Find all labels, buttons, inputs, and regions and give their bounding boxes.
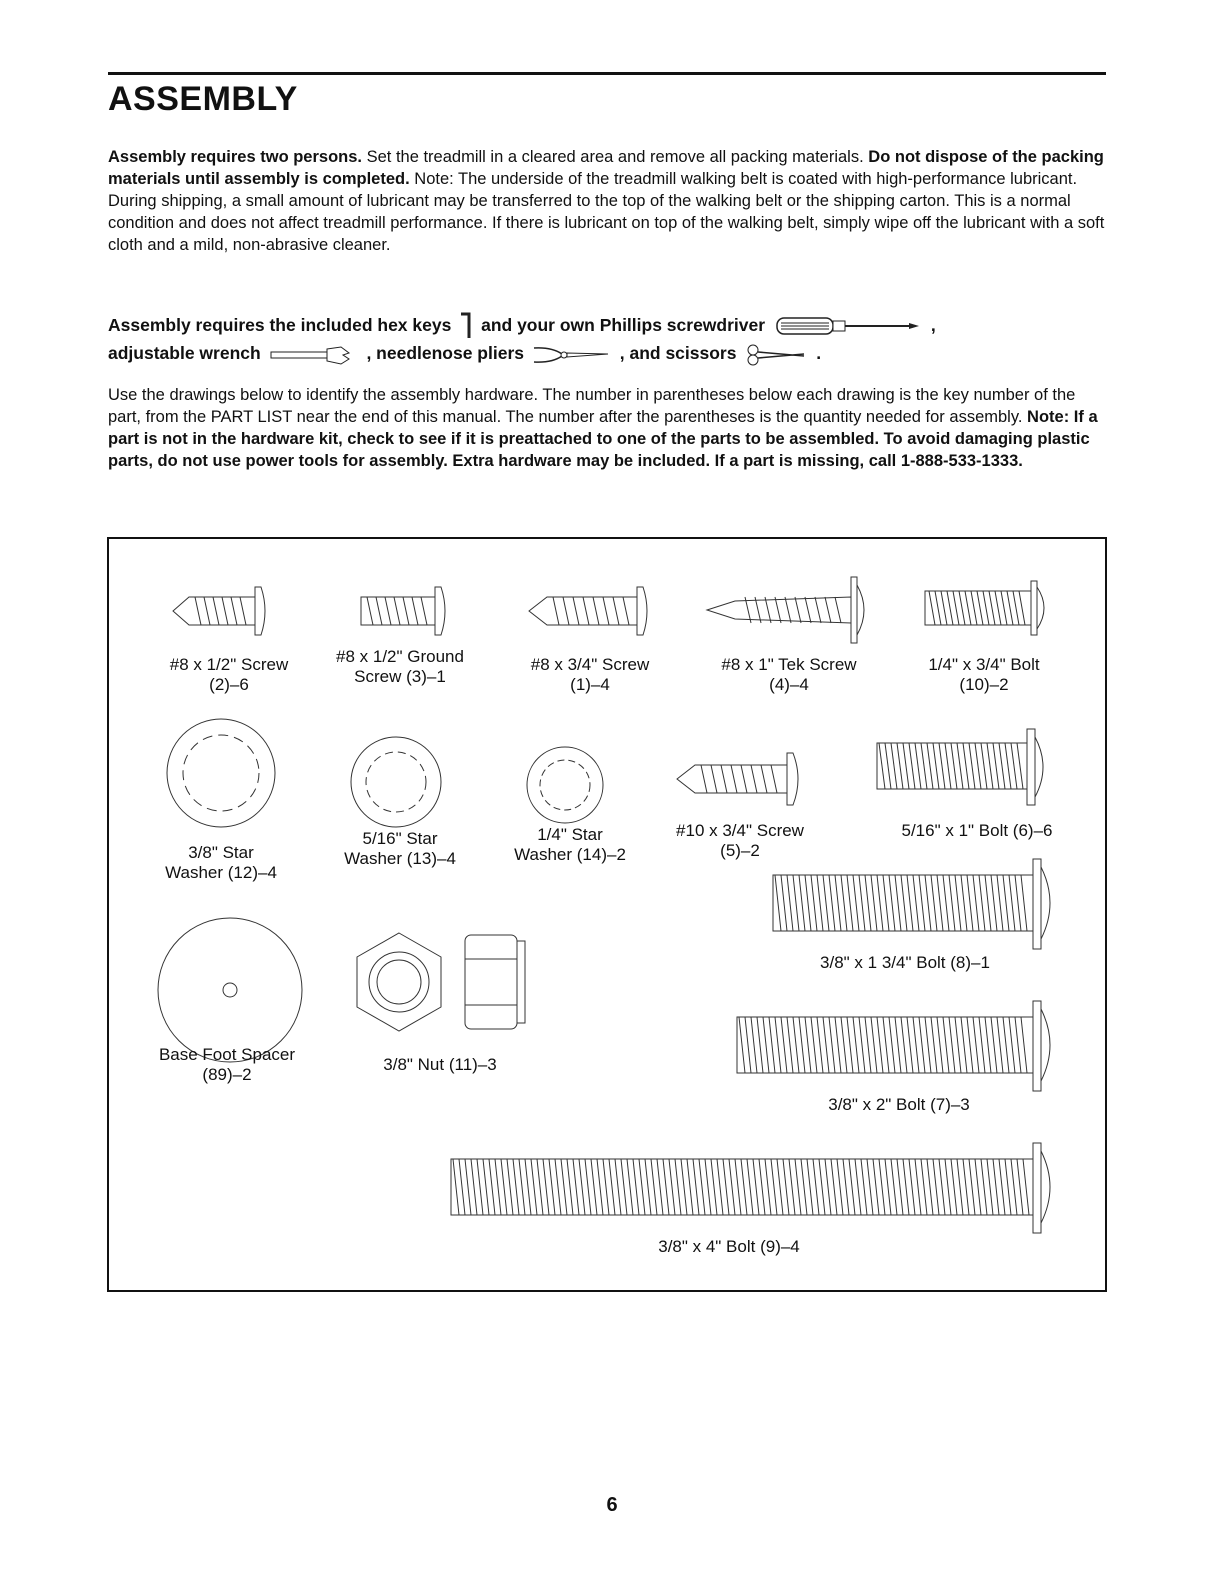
page-title: ASSEMBLY	[108, 80, 298, 118]
bolt-516-1-drawing	[875, 725, 1045, 811]
tools-list	[108, 312, 1108, 367]
bolt-14-34-label: 1/4" x 3/4" Bolt (10)–2	[928, 655, 1040, 694]
tools-text-7: .	[816, 343, 822, 364]
base-foot-spacer-drawing	[155, 915, 305, 1065]
tools-text-4: adjustable wrench	[108, 343, 261, 364]
bolt-516-1-label: 5/16" x 1" Bolt (6)–6	[901, 821, 1053, 840]
intro-paragraph	[108, 146, 1108, 256]
bolt-38-134-drawing	[771, 855, 1061, 955]
screw-10-label: #10 x 3/4" Screw (5)–2	[676, 821, 804, 860]
bolt-38-2-drawing	[735, 997, 1061, 1097]
hex-key-icon	[459, 312, 473, 340]
washer-14-drawing	[525, 745, 605, 825]
heading-rule	[108, 72, 1106, 75]
screw-8-34-label: #8 x 3/4" Screw (1)–4	[530, 655, 650, 694]
bolt-38-2-label: 3/8" x 2" Bolt (7)–3	[828, 1095, 970, 1114]
screwdriver-icon	[773, 315, 923, 337]
washer-38-drawing	[165, 717, 277, 829]
bolt-38-4-label: 3/8" x 4" Bolt (9)–4	[658, 1237, 800, 1256]
intro-bold-1: Assembly requires two persons.	[108, 148, 363, 166]
tools-text-5: , needlenose pliers	[366, 343, 524, 364]
intro-text-1: Set the treadmill in a cleared area and remove all packing materials.	[362, 148, 869, 166]
tools-text-3: ,	[930, 315, 936, 335]
tools-text-1: Assembly requires the included hex keys	[108, 315, 452, 335]
bolt-14-34-drawing	[921, 579, 1051, 639]
screw-8-34-drawing	[527, 581, 657, 641]
scissors-icon	[744, 343, 808, 367]
wrench-icon	[269, 343, 359, 367]
page-number: 6	[606, 1494, 618, 1516]
tek-screw-label: #8 x 1" Tek Screw (4)–4	[721, 655, 857, 694]
pliers-icon	[532, 343, 612, 367]
intro-bold-2: Do not dispose of the packing materials until assembly is completed.	[108, 148, 1104, 188]
screw-8-half-drawing	[171, 581, 271, 641]
tools-text-6: , and scissors	[619, 343, 737, 364]
base-foot-spacer-label: Base Foot Spacer (89)–2	[158, 1045, 296, 1084]
bolt-38-4-drawing	[449, 1139, 1061, 1239]
hardware-note-paragraph	[108, 384, 1108, 472]
nut-label: 3/8" Nut (11)–3	[383, 1055, 497, 1074]
washer-516-label: 5/16" Star Washer (13)–4	[344, 829, 456, 868]
ground-screw-label: #8 x 1/2" Ground Screw (3)–1	[336, 647, 464, 686]
intro-text-2: Note: The underside of the treadmill walking belt is coated with high-performance lubricant. During shipping, a small amount of lubricant may be transferred to the top of the walking belt or the shipping carton. This is a normal condition and does not affect treadmill performance. If there is lubricant on top of the walking belt, simply wipe off the lubricant with a soft cloth and a mild, non-abrasive cleaner.	[108, 170, 1105, 254]
hardware-chart	[107, 537, 1107, 1292]
nut-drawing	[349, 929, 539, 1039]
hardware-note-text: Use the drawings below to identify the assembly hardware. The number in parentheses below each drawing is the key number of the part, from the PART LIST near the end of this manual. The number after the parentheses is the quantity needed for assembly.	[108, 386, 1076, 426]
tools-text-2: and your own Phillips screwdriver	[481, 315, 766, 335]
ground-screw-drawing	[353, 581, 453, 641]
tek-screw-drawing	[705, 575, 875, 645]
washer-14-label: 1/4" Star Washer (14)–2	[514, 825, 626, 864]
washer-516-drawing	[349, 735, 443, 829]
screw-8-half-label: #8 x 1/2" Screw (2)–6	[169, 655, 289, 694]
washer-38-label: 3/8" Star Washer (12)–4	[165, 843, 277, 882]
hardware-note-bold: Note: If a part is not in the hardware kit, check to see if it is preattached to one of the parts to be assembled. To avoid damaging plastic parts, do not use power tools for assembly. Extra hardware may be included. If a part is missing, call 1-888-533-1333.	[108, 408, 1098, 470]
bolt-38-134-label: 3/8" x 1 3/4" Bolt (8)–1	[820, 953, 990, 972]
screw-10-drawing	[675, 747, 815, 811]
